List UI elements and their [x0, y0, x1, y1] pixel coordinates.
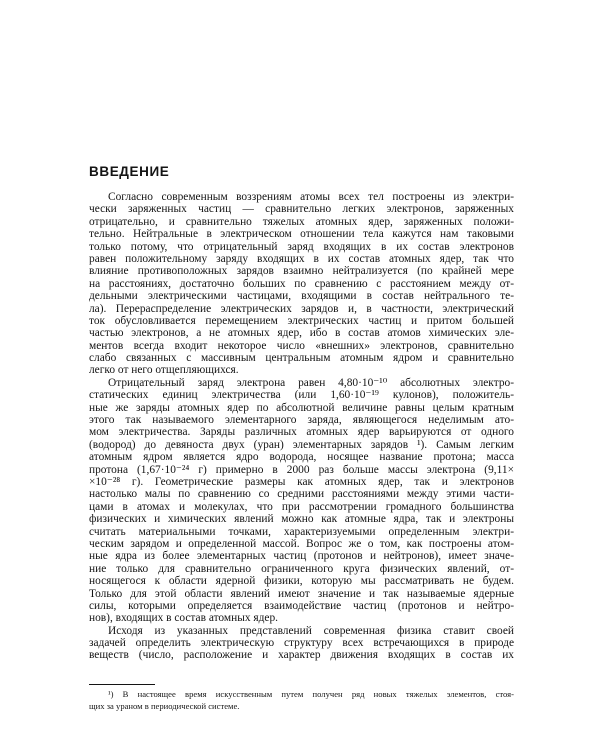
paragraph-2 — [89, 377, 514, 625]
footnote-line: ¹) В настоящее время искусственным путем получен ряд новых тяжелых элементов, стоя- — [108, 689, 514, 699]
text-line: Согласно современным воззрениям атомы всех тел построены из электри- — [108, 191, 514, 203]
text-line: дельными электрическими частицами, входящими в состав нейтрального те- — [89, 290, 514, 303]
text-line: физических и химических явлений можно как атомные ядра, так и электроны — [89, 513, 514, 526]
footnote — [89, 689, 514, 712]
text-line: цами в атомах и молекулах, что при рассмотрении громадного большинства — [89, 500, 514, 513]
text-line: Только для этой области явлений имеют значение и так называемые ядерные — [89, 587, 514, 600]
text-line: этого так называемого элементарного заряда, являющегося неделимым ато- — [89, 414, 514, 427]
text-line: ные ядра из более элементарных частиц (протонов и нейтронов), имеет значе- — [89, 550, 514, 563]
text-line: на расстояниях, достаточно больших по сравнению с расстоянием между от- — [89, 277, 514, 290]
text-line: тельно. Нейтральные в электрическом отношении тела кажутся нам таковыми — [89, 228, 514, 241]
body-text — [89, 191, 514, 662]
text-line: ток обусловливается перемещением электрических частиц и притом большей — [89, 314, 514, 327]
text-line: настолько малы по сравнению со средними расстояниями между этими части- — [89, 488, 514, 501]
text-line: только потому, что отрицательный заряд входящих в их состав электронов — [89, 240, 514, 253]
text-line: легко от него отщепляющихся. — [89, 364, 239, 377]
text-line: Исходя из указанных представлений современная физика ставит своей — [108, 624, 514, 637]
text-line: нов), входящих в состав атомных ядер. — [89, 612, 279, 625]
text-line: частью электронов, а не атомных ядер, ибо в состав атомов химических эле- — [89, 327, 514, 340]
text-line: ×10⁻²⁸ г). Геометрические размеры как атомных ядер, так и электронов — [89, 475, 514, 488]
text-line: равен положительному заряду входящих в их состав атомных ядер, так что — [89, 252, 514, 265]
section-heading: ВВЕДЕНИЕ — [89, 164, 170, 179]
paragraph-1 — [89, 191, 514, 377]
text-line: силы, которыми определяется взаимодействие частиц (протонов и нейтро- — [89, 599, 514, 612]
footnote-divider — [89, 684, 155, 685]
text-line: ла). Перераспределение электрических зарядов и, в частности, электрический — [89, 302, 514, 315]
text-line: протона (1,67·10⁻²⁴ г) примерно в 2000 раз больше массы электрона (9,11× — [89, 463, 514, 476]
text-line: ные же заряды атомных ядер по абсолютной величине равны целым кратным — [89, 401, 514, 414]
text-line: считать материальными точками, характеризуемыми определенным электри- — [89, 525, 514, 538]
text-line: чески заряженных частиц — сравнительно легких электронов, заряженных — [89, 203, 514, 216]
footnote-line: щих за ураном в периодической системе. — [89, 700, 240, 711]
text-line: Отрицательный заряд электрона равен 4,80·10⁻¹⁰ абсолютных электро- — [108, 376, 514, 389]
text-line: мом электричества. Заряды различных атомных ядер варьируются от одного — [89, 426, 514, 439]
text-line: носящегося к области ядерной физики, которую мы рассматривать не будем. — [89, 575, 514, 588]
text-line: слабо связанных с массивным центральным атомным ядром и сравнительно — [89, 352, 514, 365]
text-line: задачей определить электрическую структуру всех встречающихся в природе — [89, 637, 514, 650]
paragraph-3 — [89, 625, 514, 662]
text-line: веществ (число, расположение и характер движения входящих в состав их — [89, 649, 514, 662]
text-line: отрицательно, и сравнительно тяжелых атомных ядер, заряженных положи- — [89, 215, 514, 228]
text-line: (водород) до девяноста двух (уран) элементарных зарядов ¹). Самым легким — [89, 438, 514, 451]
text-line: ние только для сравнительно ограниченного круга физических явлений, от- — [89, 562, 514, 575]
text-line: статических единиц электричества (или 1,60·10⁻¹⁹ кулонов), положитель- — [89, 389, 514, 402]
text-line: ментов всегда входит некоторое число «внешних» электронов, сравнительно — [89, 339, 514, 352]
text-line: влияние противоположных зарядов взаимно нейтрализуется (по крайней мере — [89, 265, 514, 278]
text-line: атомным ядром является ядро водорода, носящее название протона; масса — [89, 451, 514, 464]
text-line: ческим зарядом и определенной массой. Вопрос же о том, как построены атом- — [89, 537, 514, 550]
